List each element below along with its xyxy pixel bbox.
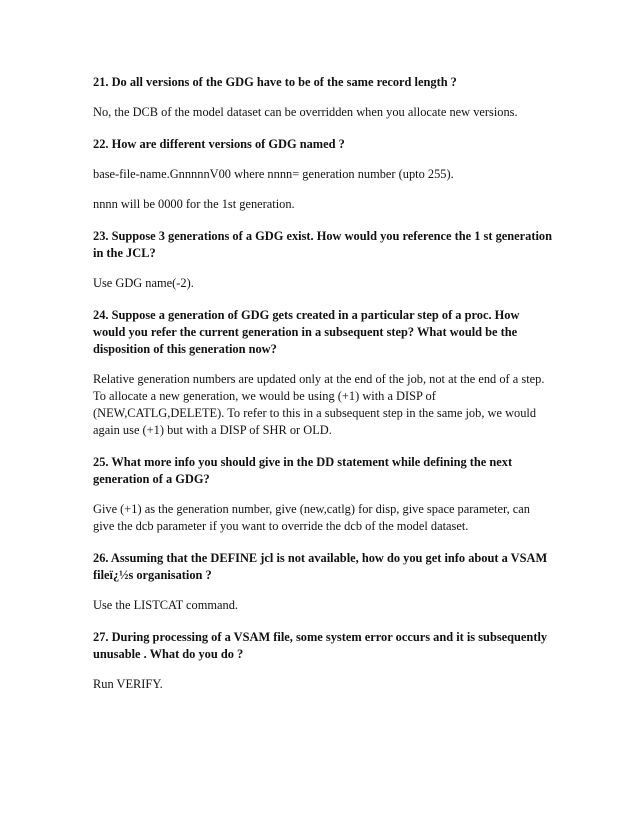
question-22: 22. How are different versions of GDG named ? xyxy=(93,137,345,151)
answer-24: Relative generation numbers are updated only at the end of the job, not at the end of a step. To allocate a new generation, we would be using (+1) with a DISP of (NEW,CATLG,DELETE). To refer to this in a subsequent step in the same job, we would again use (+1) but with a DISP of SHR or OLD. xyxy=(93,372,545,437)
question-21: 21. Do all versions of the GDG have to be of the same record length ? xyxy=(93,75,457,89)
answer-23: Use GDG name(-2). xyxy=(93,276,194,290)
question-23: 23. Suppose 3 generations of a GDG exist. How would you reference the 1 st generation in the JCL? xyxy=(93,229,553,260)
qa-item-27 xyxy=(93,629,553,693)
qa-item-25 xyxy=(93,454,553,535)
document-page xyxy=(93,74,553,708)
question-27: 27. During processing of a VSAM file, some system error occurs and it is subsequently unusable . What do you do ? xyxy=(93,630,548,661)
qa-item-24 xyxy=(93,307,553,439)
answer-26: Use the LISTCAT command. xyxy=(93,598,238,612)
qa-item-23 xyxy=(93,228,553,292)
answer-25: Give (+1) as the generation number, give (new,catlg) for disp, give space parameter, can give the dcb parameter if you want to override the dcb of the model dataset. xyxy=(93,502,530,533)
answer-22-line-2: nnnn will be 0000 for the 1st generation. xyxy=(93,197,295,211)
answer-27: Run VERIFY. xyxy=(93,677,163,691)
qa-item-21 xyxy=(93,74,553,121)
qa-item-26 xyxy=(93,550,553,614)
qa-item-22 xyxy=(93,136,553,213)
question-26: 26. Assuming that the DEFINE jcl is not available, how do you get info about a VSAM fileï¿½s organisation ? xyxy=(93,551,548,582)
answer-22-line-1: base-file-name.GnnnnnV00 where nnnn= generation number (upto 255). xyxy=(93,167,454,181)
question-25: 25. What more info you should give in the DD statement while defining the next generation of a GDG? xyxy=(93,455,513,486)
answer-21: No, the DCB of the model dataset can be overridden when you allocate new versions. xyxy=(93,105,518,119)
question-24: 24. Suppose a generation of GDG gets created in a particular step of a proc. How would you refer the current generation in a subsequent step? What would be the disposition of this generation now? xyxy=(93,308,520,356)
